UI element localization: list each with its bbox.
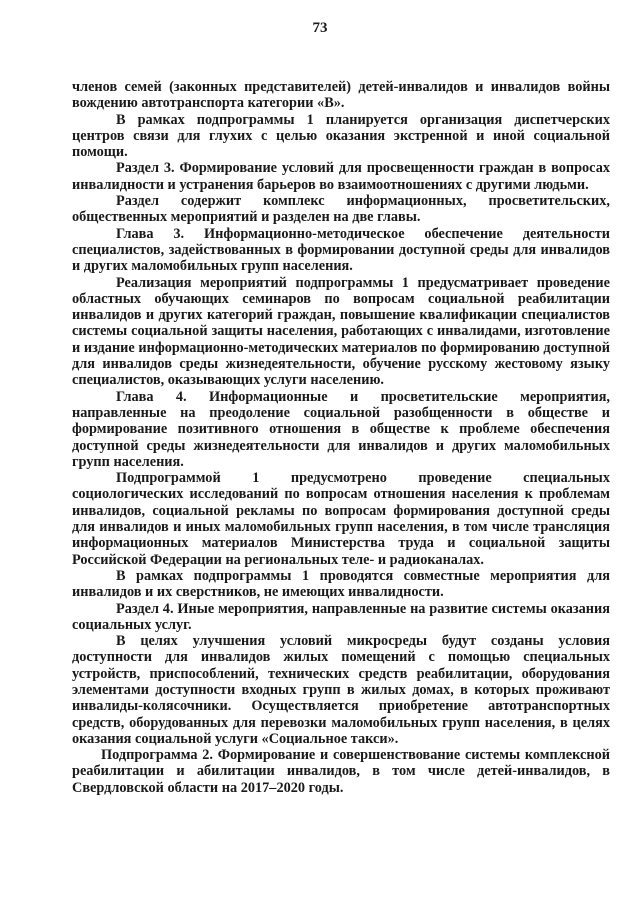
paragraph-seminars: Реализация мероприятий подпрограммы 1 предусматривает проведение областных обучающих семинаров по вопросам социальной реабилитации инвалидов и других категорий граждан, повышение квалификации специалистов системы социальной защиты населения, работающих с инвалидами, изготовление и издание информационно-методических материалов по формированию доступной для инвалидов среды жизнедеятельности, обучение русскому жестовому языку специалистов, оказывающих услуги населению. bbox=[72, 274, 610, 389]
paragraph-section-3-heading: Раздел 3. Формирование условий для просвещенности граждан в вопросах инвалидности и устранения барьеров во взаимоотношениях с другими людьми. bbox=[72, 160, 610, 193]
paragraph-chapter-3-heading: Глава 3. Информационно-методическое обеспечение деятельности специалистов, задействованных в формировании доступной среды для инвалидов и других маломобильных групп населения. bbox=[72, 225, 610, 275]
paragraph-continuation: членов семей (законных представителей) детей-инвалидов и инвалидов войны вождению автотранспорта категории «В». bbox=[72, 79, 610, 112]
paragraph-research: Подпрограммой 1 предусмотрено проведение специальных социологических исследований по вопросам отношения населения к проблемам инвалидов, социальной рекламы по вопросам формирования доступной среды для инвалидов и иных маломобильных групп населения, в том числе трансляция информационных материалов Министерства труда и социальной защиты Российской Федерации на региональных теле- и радиоканалах. bbox=[72, 470, 610, 568]
paragraph-section-contents: Раздел содержит комплекс информационных, просветительских, общественных мероприятий и разделен на две главы. bbox=[72, 193, 610, 226]
paragraph-subprogram-2-heading: Подпрограмма 2. Формирование и совершенствование системы комплексной реабилитации и абилитации инвалидов, в том числе детей-инвалидов, в Свердловской области на 2017–2020 годы. bbox=[72, 747, 610, 796]
paragraph-microenvironment: В целях улучшения условий микросреды будут созданы условия доступности для инвалидов жилых помещений с помощью специальных устройств, приспособлений, технических средств реабилитации, оборудования элементами доступности входных групп в жилых домах, в которых проживают инвалиды-колясочники. Осуществляется приобретение автотранспортных средств, оборудованных для перевозки маломобильных групп населения, в целях оказания социальной услуги «Социальное такси». bbox=[72, 633, 610, 747]
paragraph-section-4-heading: Раздел 4. Иные мероприятия, направленные на развитие системы оказания социальных услуг. bbox=[72, 600, 610, 633]
paragraph-dispatch-centers: В рамках подпрограммы 1 планируется организация диспетчерских центров связи для глухих с целью оказания экстренной и иной социальной помощи. bbox=[72, 111, 610, 161]
paragraph-chapter-4-heading: Глава 4. Информационные и просветительские мероприятия, направленные на преодоление социальной разобщенности в обществе и формирование позитивного отношения в обществе к проблеме обеспечения доступной среды жизнедеятельности для инвалидов и других маломобильных групп населения. bbox=[72, 388, 610, 470]
paragraph-joint-events: В рамках подпрограммы 1 проводятся совместные мероприятия для инвалидов и их сверстников, не имеющих инвалидности. bbox=[72, 567, 610, 601]
document-body bbox=[72, 79, 610, 796]
page-number: 73 bbox=[312, 20, 328, 36]
